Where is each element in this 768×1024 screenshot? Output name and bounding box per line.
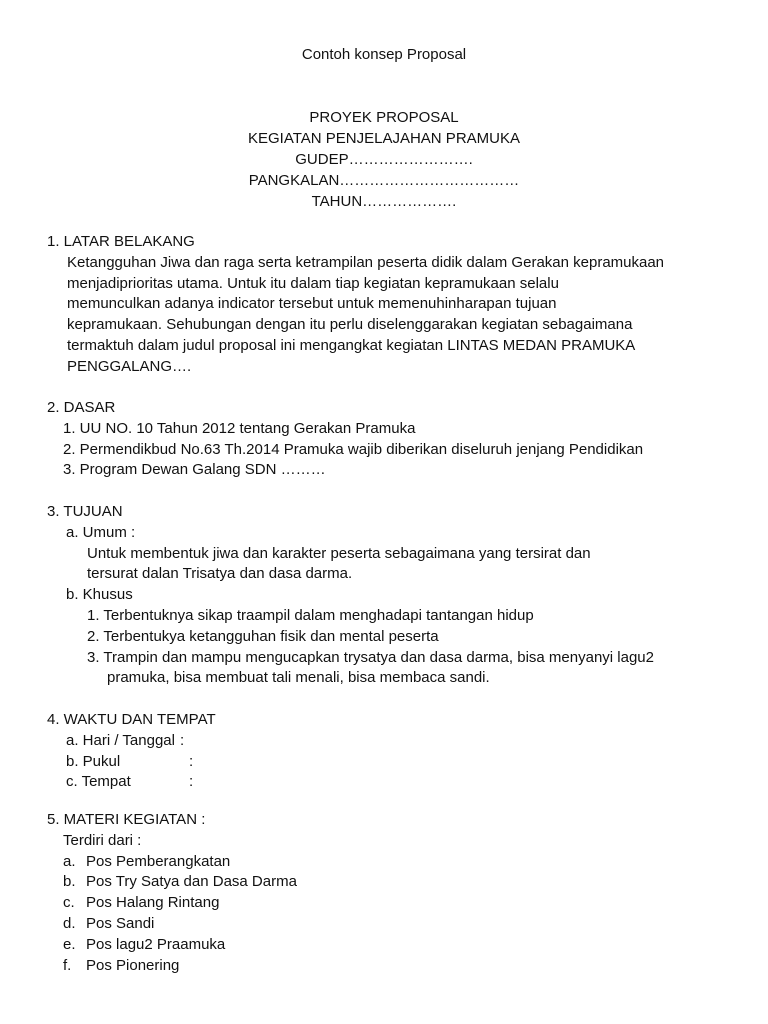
subsection-label: a. Umum :	[66, 523, 136, 541]
body-line: tersurat dalan Trisatya dan dasa darma.	[87, 565, 353, 583]
section-heading: 5. MATERI KEGIATAN :	[47, 811, 206, 828]
list-text: Pos Pionering	[86, 956, 180, 974]
field-row-hari-tanggal	[66, 731, 216, 752]
list-item-continuation: pramuka, bisa membuat tali menali, bisa membaca sandi.	[107, 669, 490, 687]
section-list	[47, 419, 643, 481]
section-heading: 4. WAKTU DAN TEMPAT	[47, 711, 216, 728]
list-text: Pos Sandi	[86, 914, 155, 932]
section-body	[47, 831, 297, 977]
list-item	[63, 914, 297, 935]
section-materi-kegiatan	[47, 810, 297, 976]
section-heading: 2. DASAR	[47, 399, 116, 416]
header-line: KEGIATAN PENJELAJAHAN PRAMUKA	[247, 130, 520, 147]
section-tujuan	[47, 502, 654, 689]
list-item: 3. Program Dewan Galang SDN ………	[63, 461, 326, 479]
body-line: kepramukaan. Sehubungan dengan itu perlu diselenggarakan kegiatan sebagaimana	[67, 316, 633, 334]
field-colon: :	[179, 731, 185, 749]
section-heading: 1. LATAR BELAKANG	[47, 233, 195, 250]
list-item	[63, 935, 297, 956]
field-colon: :	[189, 752, 194, 770]
body-line: termaktuh dalam judul proposal ini mengangkat kegiatan LINTAS MEDAN PRAMUKA	[67, 336, 636, 354]
field-colon: :	[189, 773, 194, 791]
list-text: Pos Try Satya dan Dasa Darma	[86, 873, 297, 891]
document-title: Contoh konsep Proposal	[301, 46, 467, 63]
section-latar-belakang	[47, 232, 664, 378]
body-line: PENGGALANG….	[67, 357, 192, 375]
document-title-block	[0, 45, 768, 66]
header-line: GUDEP…………………….	[295, 151, 473, 168]
list-item: 2. Permendikbud No.63 Th.2014 Pramuka wajib diberikan diseluruh jenjang Pendidikan	[63, 440, 644, 458]
section-rows	[47, 731, 216, 793]
header-line: PROYEK PROPOSAL	[309, 109, 459, 126]
list-marker: b.	[63, 873, 76, 891]
body-line: Ketangguhan Jiwa dan raga serta ketrampilan peserta didik dalam Gerakan kepramukaan	[67, 253, 665, 271]
subsection-body	[66, 544, 654, 586]
list-item	[63, 872, 297, 893]
list-marker: a.	[63, 852, 76, 870]
list-item: 3. Trampin dan mampu mengucapkan trysatya dan dasa darma, bisa menyanyi lagu2	[87, 648, 654, 666]
list-item: 1. Terbentuknya sikap traampil dalam menghadapi tantangan hidup	[87, 606, 534, 624]
list-text: Pos Pemberangkatan	[86, 852, 231, 870]
list-item: 2. Terbentukya ketangguhan fisik dan mental peserta	[87, 627, 439, 645]
section-dasar	[47, 398, 643, 481]
subsection-label: b. Khusus	[66, 586, 133, 604]
header-line: PANGKALAN………………………………	[248, 172, 520, 189]
list-text: Pos Halang Rintang	[86, 894, 220, 912]
subsection-umum	[47, 523, 654, 689]
list-marker: e.	[63, 935, 76, 953]
list-marker: c.	[63, 894, 75, 912]
list-item: 1. UU NO. 10 Tahun 2012 tentang Gerakan Pramuka	[63, 419, 416, 437]
header-line: TAHUN……………….	[311, 193, 457, 210]
body-line: Untuk membentuk jiwa dan karakter peserta sebagaimana yang tersirat dan	[87, 544, 591, 562]
proposal-header	[0, 107, 768, 212]
list-text: Pos lagu2 Praamuka	[86, 935, 226, 953]
field-row-tempat	[66, 772, 216, 793]
body-line: memunculkan adanya indicator tersebut untuk memenuhinharapan tujuan	[67, 295, 557, 313]
list-item	[63, 852, 297, 873]
list-item	[63, 956, 297, 977]
list-item	[63, 893, 297, 914]
list-marker: d.	[63, 914, 76, 932]
field-label: c. Tempat	[66, 773, 131, 791]
body-line: menjadiprioritas utama. Untuk itu dalam tiap kegiatan kepramukaan selalu	[67, 274, 559, 292]
section-heading: 3. TUJUAN	[47, 503, 123, 520]
field-label: b. Pukul	[66, 752, 121, 770]
list-marker: f.	[63, 956, 72, 974]
section-waktu-tempat	[47, 710, 216, 793]
subsection-list	[66, 606, 654, 689]
field-row-pukul	[66, 752, 216, 773]
field-label: a. Hari / Tanggal	[66, 731, 175, 749]
section-intro: Terdiri dari :	[63, 831, 142, 849]
section-body	[47, 253, 664, 378]
